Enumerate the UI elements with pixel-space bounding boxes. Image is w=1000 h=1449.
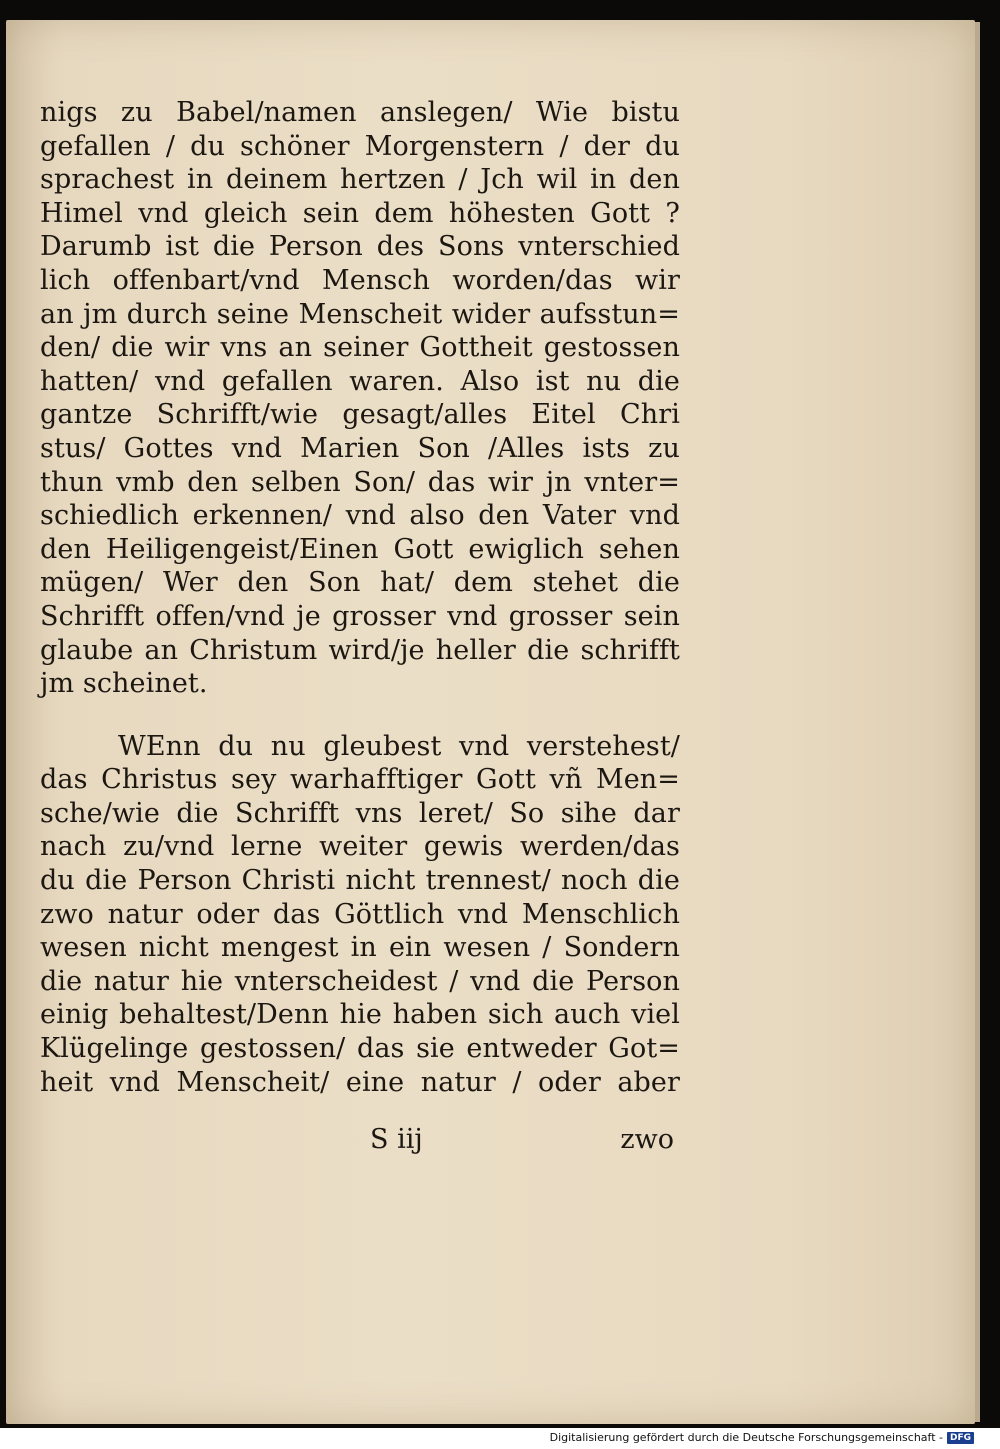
text-line: lich offenbart/vnd Mensch worden/das wir: [40, 264, 680, 296]
text-line: das Christus sey warhafftiger Gott vñ Men=: [40, 764, 680, 796]
text-line: Klügelinge gestossen/ das sie entweder Got=: [40, 1033, 680, 1065]
dfg-logo: DFG: [947, 1432, 974, 1444]
text-line: Himel vnd gleich sein dem höhesten Gott ?: [40, 197, 680, 229]
text-line: zwo natur oder das Göttlich vnd Menschlich: [40, 898, 680, 930]
text-line: thun vmb den selben Son/ das wir jn vnter=: [40, 466, 680, 498]
text-line: die natur hie vnterscheidest / vnd die Person: [40, 965, 680, 997]
text-line: stus/ Gottes vnd Marien Son /Alles ists zu: [40, 432, 680, 464]
text-line: Schrifft offen/vnd je grosser vnd grosser sein: [40, 600, 680, 632]
paragraph-gap: [40, 701, 680, 730]
credit-text: Digitalisierung gefördert durch die Deutsche Forschungsgemeinschaft -: [549, 1431, 943, 1444]
text-line: hatten/ vnd gefallen waren. Also ist nu die: [40, 365, 680, 397]
text-line: nach zu/vnd lerne weiter gewis werden/das: [40, 831, 680, 863]
text-line: den/ die wir vns an seiner Gottheit gestossen: [40, 332, 680, 364]
paragraph-1: [40, 96, 680, 701]
text-line: gefallen / du schöner Morgenstern / der du: [40, 130, 680, 162]
text-line-indented: WEnn du nu gleubest vnd verstehest/: [118, 730, 680, 762]
page-edge: [975, 22, 980, 1422]
text-line: nigs zu Babel/namen anslegen/ Wie bistu: [40, 97, 680, 128]
text-line: sche/wie die Schrifft vns leret/ So sihe dar: [40, 797, 680, 829]
text-line: du die Person Christi nicht trennest/ noch die: [40, 865, 680, 897]
catchword: zwo: [620, 1124, 674, 1155]
text-line: sprachest in deinem hertzen / Jch wil in den: [40, 164, 680, 196]
text-line: heit vnd Menscheit/ eine natur / oder aber: [40, 1066, 680, 1098]
paragraph-2: [40, 730, 680, 1100]
text-line: schiedlich erkennen/ vnd also den Vater vnd: [40, 500, 680, 532]
page-text: [40, 96, 680, 1099]
signature-mark: S iij: [370, 1124, 423, 1155]
text-line: gantze Schrifft/wie gesagt/alles Eitel Chri: [40, 399, 680, 431]
text-line: glaube an Christum wird/je heller die schrifft: [40, 634, 680, 666]
text-line: an jm durch seine Menscheit wider aufsstun=: [40, 298, 680, 330]
page-footer-marks: [40, 1124, 680, 1160]
text-line: jm scheinet.: [40, 668, 208, 700]
text-line: einig behaltest/Denn hie haben sich auch viel: [40, 999, 680, 1031]
text-line: den Heiligengeist/Einen Gott ewiglich sehen: [40, 533, 680, 565]
digitization-credit: [550, 1431, 974, 1445]
text-line: Darumb ist die Person des Sons vnterschied: [40, 231, 680, 263]
text-line: mügen/ Wer den Son hat/ dem stehet die: [40, 567, 680, 599]
text-line: wesen nicht mengest in ein wesen / Sondern: [40, 932, 680, 964]
